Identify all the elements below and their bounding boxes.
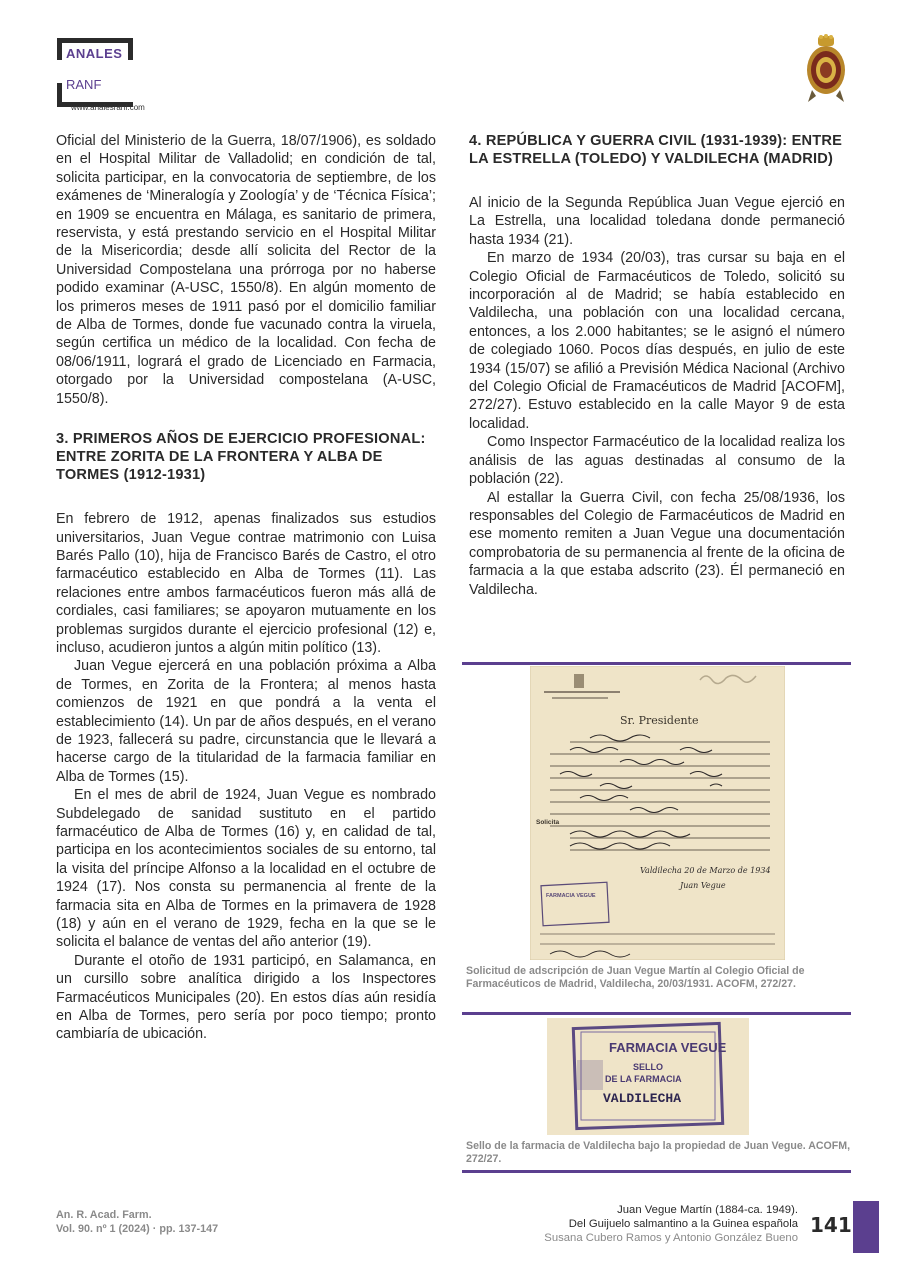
page-tab — [853, 1201, 879, 1253]
figure-top-rule — [462, 662, 851, 665]
paragraph: En marzo de 1934 (20/03), tras cursar su baja en el Colegio Oficial de Farmacéuticos de Toledo, solicitó su incorporación al de Madrid; se había establecido en Valdilecha, una población con una localidad cercana, entonces, a los 2.000 habitantes; se le asignó el número de colegiado 1060. Pocos días después, en julio de este 1934 (15/07) se afilió a Previsión Médica Nacional (Archivo del Colegio Oficial de Framacéuticos de Madrid [ACOFM], 272/27). Estuvo establecido en la calle Mayor 9 de esta localidad. — [469, 250, 845, 432]
logo-ranf-text: RANF — [66, 77, 102, 92]
paragraph: Como Inspector Farmacéutico de la localidad realiza los análisis de las aguas destinadas al consumo de la población (22). — [469, 434, 845, 488]
article-running-title — [438, 1203, 798, 1245]
logo-url: www.analesranf.com — [71, 103, 145, 112]
document-signature: Juan Vegue — [680, 881, 726, 890]
pharmacy-stamp-image — [547, 1018, 749, 1135]
stamp-line-1: FARMACIA VEGUE — [609, 1040, 727, 1055]
logo-frame-top-right — [128, 38, 133, 60]
document-greeting: Sr. Presidente — [620, 714, 699, 727]
stamp-line-3: DE LA FARMACIA — [605, 1074, 682, 1084]
paragraph: Al inicio de la Segunda República Juan Vegue ejerció en La Estrella, una localidad toledana donde permaneció hasta 1934 (21). — [469, 195, 845, 248]
section-heading-4: 4. REPÚBLICA Y GUERRA CIVIL (1931-1939): ENTRE LA ESTRELLA (TOLEDO) Y VALDILECHA (MADRID) — [469, 133, 843, 167]
journal-citation — [56, 1209, 218, 1236]
page-number: 141 — [810, 1213, 852, 1237]
figure2-caption: Sello de la farmacia de Valdilecha bajo la propiedad de Juan Vegue. ACOFM, 272/27. — [466, 1140, 851, 1165]
journal-name: An. R. Acad. Farm. — [56, 1209, 152, 1221]
article-title-line-2: Del Guijuelo salmantino a la Guinea española — [568, 1218, 798, 1230]
logo-frame-top — [57, 38, 133, 43]
paragraph: Al estallar la Guerra Civil, con fecha 25/08/1936, los responsables del Colegio de Farmacéuticos de Madrid en ese momento remiten a Juan Vegue una documentación comprobatoria de su permanencia al frente de la oficina de farmacia a la que estaba adscrito (23). Él permaneció en Valdilecha. — [469, 489, 845, 598]
figure1-caption: Solicitud de adscripción de Juan Vegue Martín al Colegio Oficial de Farmacéuticos de Madrid, Valdilecha, 20/03/1931. ACOFM, 272/27. — [466, 965, 805, 990]
article-title-line-1: Juan Vegue Martín (1884-ca. 1949). — [617, 1204, 798, 1216]
left-column — [56, 132, 436, 1044]
section-heading-3: 3. PRIMEROS AÑOS DE EJERCICIO PROFESIONAL: ENTRE ZORITA DE LA FRONTERA Y ALBA DE TORMES (1912-1931) — [56, 431, 426, 484]
stamp-line-4: VALDILECHA — [603, 1091, 682, 1106]
right-column — [469, 132, 845, 599]
journal-volume: Vol. 90. nº 1 (2024) · pp. 137-147 — [56, 1222, 219, 1235]
paragraph: Juan Vegue ejercerá en una población próxima a Alba de Tormes, en Zorita de la Frontera; al menos hasta comienzos de 1921 en que pondrá a la venta el establecimiento (14). Un par de años después, en el verano de 1923, fallecerá su padre, circunstancia que le llevará a hacerse cargo de la titularidad de la farmacia familiar en Alba de Tormes (15). — [56, 658, 436, 785]
stamp-line-2: SELLO — [633, 1062, 664, 1072]
paragraph: Durante el otoño de 1931 participó, en Salamanca, en un cursillo sobre analítica dirigido a los Inspectores Farmacéuticos Municipales (20). En estos días aún residía en Alba de Tormes, pero sería por poco tiempo; pronto cambiaría de ubicación. — [56, 952, 436, 1043]
logo-frame-top-left — [57, 38, 62, 60]
logo-anales-text: ANALES — [66, 46, 123, 61]
article-authors: Susana Cubero Ramos y Antonio González Bueno — [544, 1232, 798, 1244]
academy-crest-icon — [804, 34, 848, 104]
paragraph: Oficial del Ministerio de la Guerra, 18/07/1906), es soldado en el Hospital Militar de Valladolid; en condición de tal, solicita participar, en la convocatoria de septiembre, de los exámenes de ‘Mineralogía y Zoología’ y de ‘Técnica Física’; en 1909 se encuentra en Málaga, es sanitario de primera, reservista, y está prestando servicio en el Hospital Militar de la Misericordia; desde allí solicita del Rector de la Universidad Compostelana una prórroga por no haberse podido examinar (A-USC, 1550/8). En algún momento de los primeros meses de 1911 pasó por el domicilio familiar de Alba de Tormes, donde fue vacunado contra la viruela, según certifica un médico de la localidad. Con fecha de 08/06/1911, logrará el grado de Licenciado en Farmacia, otorgado por la Universidad compostelana (A-USC, 1550/8). — [56, 133, 436, 407]
figure-bottom-rule — [462, 1170, 851, 1173]
journal-logo — [57, 38, 177, 118]
document-stamp-text: FARMACIA VEGUE — [546, 893, 596, 899]
figure-middle-rule — [462, 1012, 851, 1015]
paragraph: En febrero de 1912, apenas finalizados sus estudios universitarios, Juan Vegue contrae matrimonio con Luisa Barés Pallo (10), hija de Francisco Barés de Castro, el otro farmacéutico establecido en Alba de Tormes (11). Las relaciones entre ambos farmacéuticos fueron más allá de cordiales, casi familiares; se apoyaron mutuamente en los problemas surgidos durante el ejercicio profesional (12) e, incluso, acudieron juntos a algún mitin político (13). — [56, 511, 436, 656]
application-document-image — [530, 666, 785, 960]
document-label: Solicita — [536, 819, 560, 826]
paragraph: En el mes de abril de 1924, Juan Vegue es nombrado Subdelegado de sanidad sustituto en el partido farmacéutico de Alba de Tormes (16) y, en calidad de tal, participa en los acontecimientos sociales de su entorno, tal la visita del príncipe Alfonso a la localidad en el octubre de 1924 (17). Nos consta su permanencia al frente de la farmacia sita en Alba de Tormes en la primavera de 1928 (18) y aún en el verano de 1929, fecha en la que se le solicita el balance de ventas del año anterior (19). — [56, 787, 436, 951]
document-place-date: Valdilecha 20 de Marzo de 1934 — [640, 866, 771, 875]
